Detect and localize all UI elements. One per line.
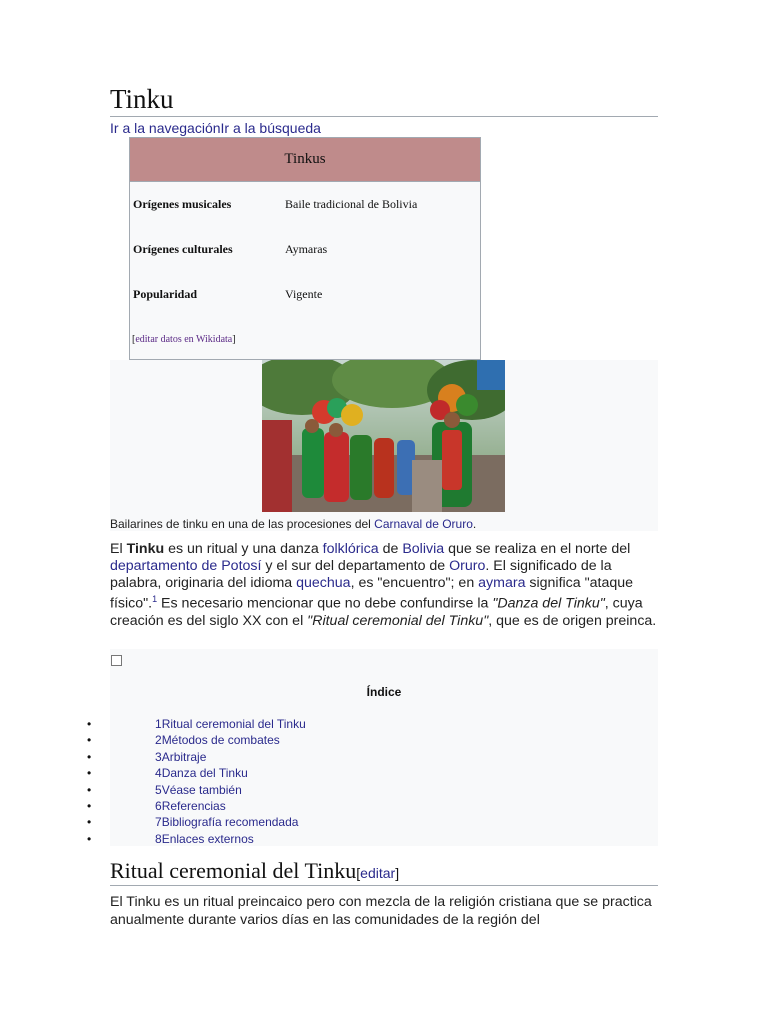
section-heading-ritual [110,858,399,884]
toc-link-enlaces[interactable] [155,832,254,846]
infobox-value: Vigente [285,287,323,301]
bullet: • [87,782,92,797]
toc-label: Bibliografía recomendada [161,815,299,830]
toc-label: Ritual ceremonial del Tinku [161,717,306,731]
infobox-title: Tinkus [130,138,480,182]
infobox-key: Popularidad [133,287,198,301]
toc-link-arbitraje[interactable] [155,750,206,764]
toc-number: 5 [155,782,162,797]
bullet: • [87,733,92,748]
bracket-close: ] [232,334,236,345]
bolivia-link[interactable]: Bolivia [402,541,445,557]
title-divider [110,116,658,117]
edit-wikidata [132,334,236,345]
infobox-row-popularidad [133,287,322,302]
bullet: • [87,766,92,781]
reference-1-link[interactable]: 1 [152,594,158,605]
intro-text: significa "ataque físico". [110,574,634,613]
aymara-link[interactable]: aymara [478,574,526,591]
toc-link-ritual[interactable] [155,717,306,731]
infobox-key: Orígenes musicales [133,197,232,211]
toc-title: Índice [366,685,402,699]
jump-to-navigation-link[interactable]: Ir a la navegación [110,120,221,136]
figure [110,360,658,531]
intro-text: , que es de origen preinca. [488,612,657,629]
bracket-open: [ [132,334,136,345]
jump-links [110,120,321,136]
toc-number: 8 [155,831,162,846]
bullet: • [87,815,92,830]
infobox-value: Baile tradicional de Bolivia [285,197,418,211]
quechua-link[interactable]: quechua [296,574,351,591]
section-paragraph: El Tinku es un ritual preincaico pero con mezcla de la religión cristiana que se practica anualmente durante varios días en las comunidades de la región del [110,894,652,928]
intro-text: Es necesario mencionar que no debe confundirse la [157,596,493,613]
toc-label: Véase también [161,782,242,797]
infobox-value: Aymaras [285,242,328,256]
intro-text: que se realiza en el norte del [444,541,631,557]
intro-text: , es "encuentro"; en [350,574,479,591]
bracket-close: ] [395,865,400,881]
bullet: • [87,749,92,764]
infobox-key: Orígenes culturales [133,242,233,256]
toc-label: Danza del Tinku [161,766,248,781]
intro-italic: "Danza del Tinku" [492,596,605,613]
toc-number: 4 [155,766,162,781]
infobox-row-origenes-culturales [133,242,327,257]
toc-link-danza[interactable] [155,766,248,780]
oruro-link[interactable]: Oruro [449,557,486,574]
intro-text: de [378,541,403,557]
jump-to-search-link[interactable]: Ir a la búsqueda [220,120,321,136]
intro-text: El [110,541,127,557]
toc-link-bibliografia[interactable] [155,815,298,829]
toc-label: Arbitraje [161,749,207,764]
bullet: • [87,717,92,731]
caption-period: . [472,517,477,531]
toc-number: 3 [155,749,162,764]
toc-number: 6 [155,798,162,813]
section-edit [356,865,399,881]
intro-paragraph [110,541,658,630]
intro-text: . El significado de la palabra, originaria del idioma [110,557,612,591]
intro-text: es un ritual y una danza [164,541,323,557]
toc-link-referencias[interactable] [155,799,226,813]
edit-wikidata-link[interactable]: editar datos en Wikidata [135,334,233,345]
departamento-potosi-link[interactable]: departamento de Potosí [110,557,262,574]
caption-text: Bailarines de tinku en una de las procesiones del [110,517,375,531]
infobox-row-origenes-musicales [133,197,417,212]
bracket-open: [ [356,865,361,881]
toc-link-metodos[interactable] [155,733,280,747]
page-title: Tinku [110,84,174,114]
intro-text: , cuya creación es del siglo XX con el [110,596,643,629]
toc-label: Referencias [161,798,226,813]
toc-number: 1 [155,717,162,731]
toc-link-vease[interactable] [155,783,242,797]
intro-text: y el sur del departamento de [261,557,450,574]
toc-number: 2 [155,733,162,748]
toc-label: Enlaces externos [161,831,254,846]
intro-bold-tinku: Tinku [126,541,165,557]
infobox [129,137,481,360]
folklorica-link[interactable]: folklórica [322,541,379,557]
edit-section-link[interactable]: editar [360,865,396,881]
bullet: • [87,798,92,813]
intro-italic: "Ritual ceremonial del Tinku" [307,612,489,629]
toc-label: Métodos de combates [161,733,280,748]
tinku-dancers-photo[interactable] [262,360,505,512]
table-of-contents [87,649,658,846]
figure-caption [110,517,476,531]
bullet: • [87,831,92,846]
carnaval-de-oruro-link[interactable]: Carnaval de Oruro [374,517,473,531]
toc-number: 7 [155,815,162,830]
section-heading-text: Ritual ceremonial del Tinku [110,858,357,883]
section-divider [110,885,658,886]
toc-toggle-checkbox[interactable] [111,655,122,666]
